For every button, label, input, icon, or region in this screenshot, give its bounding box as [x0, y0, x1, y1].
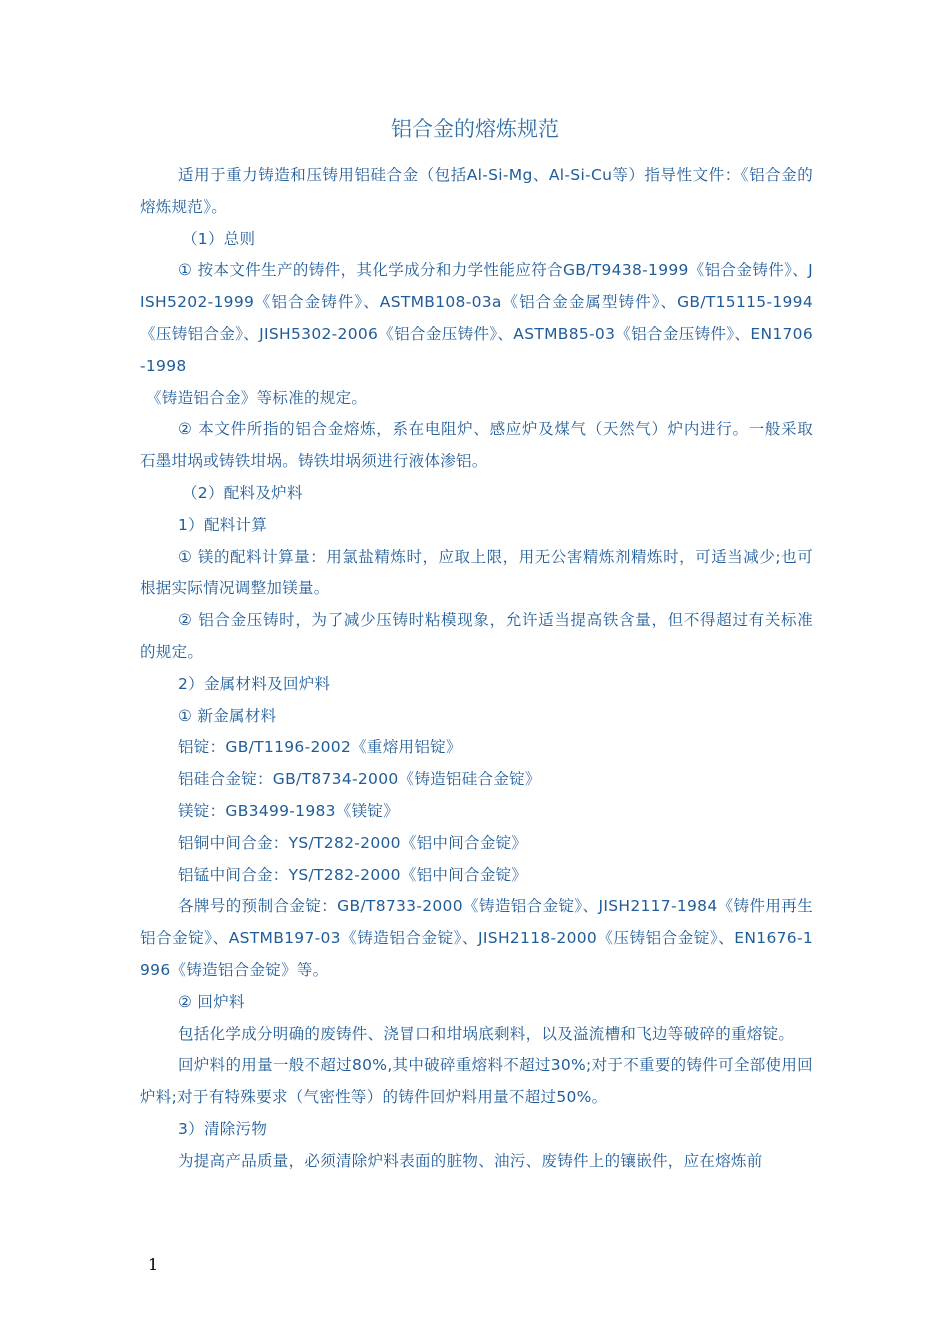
paragraph: 各牌号的预制合金锭：GB/T8733-2000《铸造铝合金锭》、JISH2117-1984《铸件用再生铝合金锭》、ASTMB197-03《铸造铝合金锭》、JISH2118-2000《压铸铝合金锭》、EN1676-1996《铸造铝合金锭》等。: [140, 897, 813, 979]
paragraph: （1）总则: [182, 229, 256, 248]
document-body: [140, 160, 813, 1178]
paragraph: ② 回炉料: [178, 992, 245, 1011]
paragraph: ② 铝合金压铸时，为了减少压铸时粘模现象，允许适当提高铁含量，但不得超过有关标准的规定。: [140, 611, 813, 661]
paragraph: 铝硅合金锭：GB/T8734-2000《铸造铝硅合金锭》: [178, 770, 541, 789]
paragraph: 回炉料的用量一般不超过80%,其中破碎重熔料不超过30%;对于不重要的铸件可全部使用回炉料;对于有特殊要求（气密性等）的铸件回炉料用量不超过50%。: [140, 1056, 813, 1107]
paragraph: 铝锰中间合金：YS/T282-2000《铝中间合金锭》: [178, 865, 528, 884]
page-number: 1: [148, 1255, 159, 1274]
paragraph: （2）配料及炉料: [182, 483, 303, 502]
paragraph: 铝锭：GB/T1196-2002《重熔用铝锭》: [178, 738, 462, 757]
paragraph: 适用于重力铸造和压铸用铝硅合金（包括Al-Si-Mg、Al-Si-Cu等）指导性文件：《铝合金的熔炼规范》。: [140, 166, 813, 216]
paragraph: 3）清除污物: [178, 1119, 268, 1138]
paragraph: 镁锭：GB3499-1983《镁锭》: [178, 801, 400, 820]
paragraph: 1）配料计算: [178, 515, 268, 534]
paragraph: ① 按本文件生产的铸件，其化学成分和力学性能应符合GB/T9438-1999《铝合金铸件》、JISH5202-1999《铝合金铸件》、ASTMB108-03a《铝合金金属型铸件》、GB/T15115-1994《压铸铝合金》、JISH5302-2006《铝合金压铸件》、ASTMB85-03《铝合金压铸件》、EN1706-1998: [140, 261, 813, 375]
document-title: 铝合金的熔炼规范: [391, 117, 559, 141]
paragraph: 《铸造铝合金》等标准的规定。: [146, 388, 368, 407]
paragraph: ② 本文件所指的铝合金熔炼，系在电阻炉、感应炉及煤气（天然气）炉内进行。一般采取石墨坩埚或铸铁坩埚。铸铁坩埚须进行液体渗铝。: [140, 420, 813, 471]
paragraph: ① 镁的配料计算量：用氯盐精炼时，应取上限，用无公害精炼剂精炼时，可适当减少;也可根据实际情况调整加镁量。: [140, 547, 813, 598]
paragraph: 为提高产品质量，必须清除炉料表面的脏物、油污、废铸件上的镶嵌件，应在熔炼前: [178, 1151, 763, 1170]
paragraph: 2）金属材料及回炉料: [178, 674, 331, 693]
paragraph: ① 新金属材料: [178, 706, 277, 725]
paragraph: 包括化学成分明确的废铸件、浇冒口和坩埚底剩料，以及溢流槽和飞边等破碎的重熔锭。: [178, 1024, 795, 1043]
paragraph: 铝铜中间合金：YS/T282-2000《铝中间合金锭》: [178, 833, 528, 852]
